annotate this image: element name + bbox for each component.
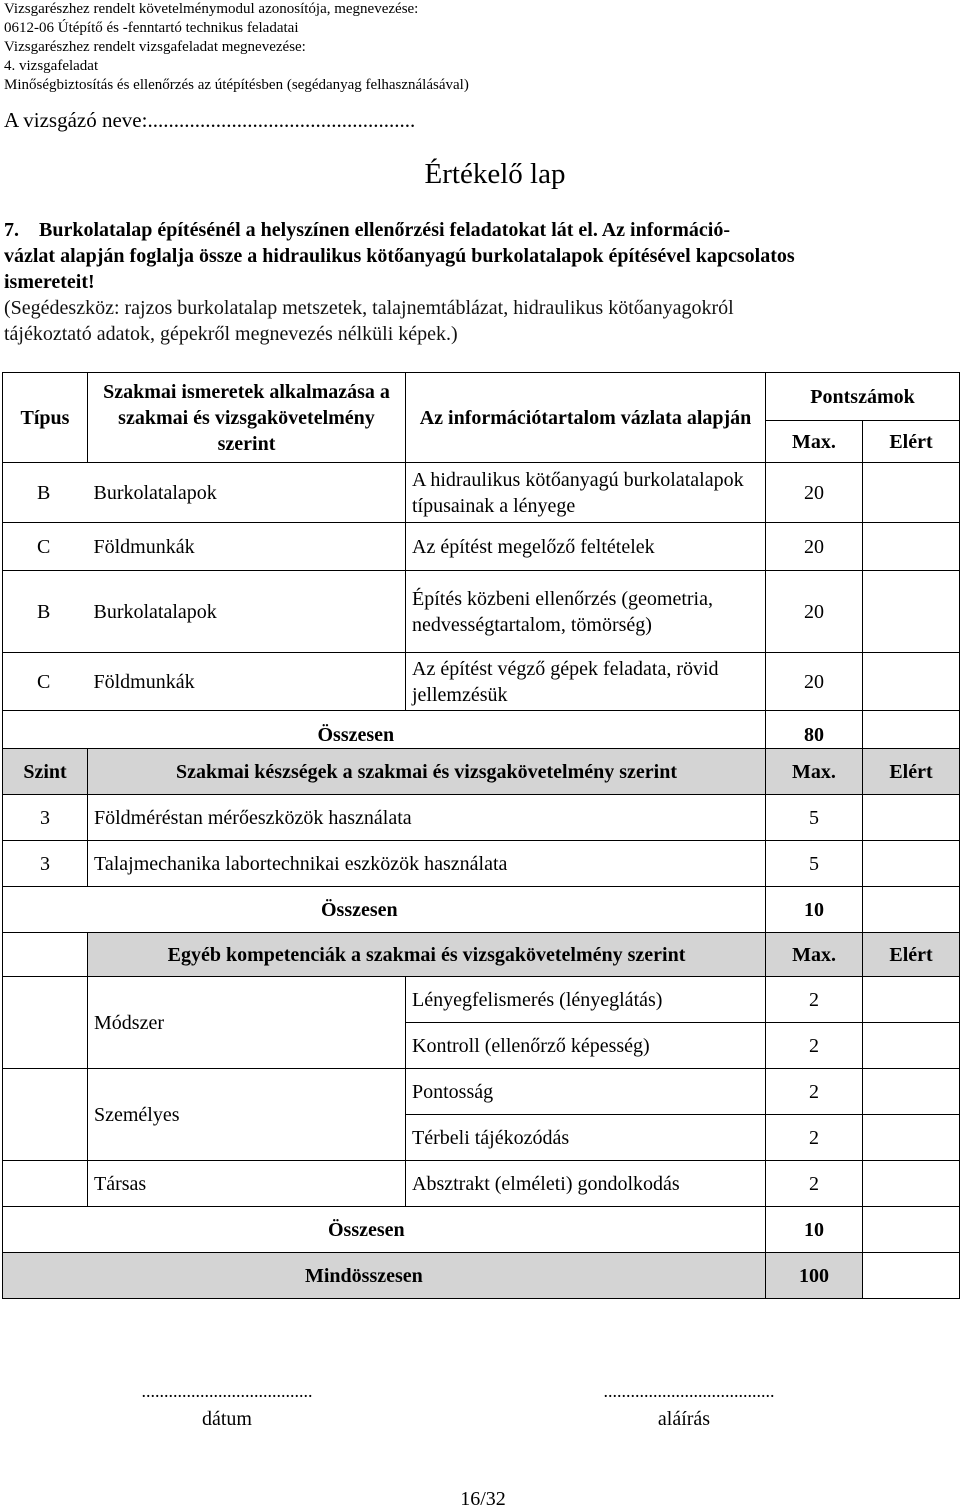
header-info: Az információtartalom vázlata alapján bbox=[406, 373, 766, 463]
task-line-1 bbox=[4, 217, 952, 243]
row-topic: Földmunkák bbox=[88, 523, 406, 571]
task-line-3: ismereteit! bbox=[4, 271, 95, 293]
row-content: Építés közbeni ellenőrzés (geometria, nedvességtartalom, tömörség) bbox=[406, 571, 766, 653]
row-item: Lényegfelismerés (lényeglátás) bbox=[406, 977, 766, 1023]
row-item: Pontosság bbox=[406, 1069, 766, 1115]
header-max: Max. bbox=[766, 421, 863, 463]
table-row bbox=[3, 1069, 960, 1115]
knowledge-table bbox=[2, 372, 960, 759]
signature-block bbox=[552, 1381, 826, 1431]
date-label: dátum bbox=[202, 1408, 252, 1430]
row-item: Kontroll (ellenőrző képesség) bbox=[406, 1023, 766, 1069]
row-achieved[interactable] bbox=[863, 841, 960, 887]
page-title: Értékelő lap bbox=[424, 158, 566, 190]
total-max: 10 bbox=[766, 887, 863, 933]
aid-line-1: (Segédeszköz: rajzos burkolatalap metszetek, talajnemtáblázat, hidraulikus kötőanyagokról bbox=[4, 297, 734, 319]
header-task-name: Minőségbiztosítás és ellenőrzés az útépítésben (segédanyag felhasználásával) bbox=[4, 77, 469, 93]
date-block bbox=[90, 1381, 364, 1431]
row-achieved[interactable] bbox=[863, 571, 960, 653]
total-achieved[interactable] bbox=[863, 1207, 960, 1253]
header-achieved: Elért bbox=[863, 749, 960, 795]
header-task-label: Vizsgarészhez rendelt vizsgafeladat megnevezése: bbox=[4, 39, 306, 55]
header-max: Max. bbox=[766, 933, 863, 977]
header-module-label: Vizsgarészhez rendelt követelménymodul azonosítója, megnevezése: bbox=[4, 1, 419, 17]
row-skill: Földméréstan mérőeszközök használata bbox=[88, 795, 766, 841]
group-method: Módszer bbox=[88, 977, 406, 1069]
row-content: A hidraulikus kötőanyagú burkolatalapok típusainak a lényege bbox=[406, 463, 766, 523]
total-label: Összesen bbox=[3, 887, 766, 933]
row-type: C bbox=[3, 653, 88, 711]
header-level: Szint bbox=[3, 749, 88, 795]
page-number: 16/32 bbox=[460, 1488, 506, 1510]
row-achieved[interactable] bbox=[863, 1023, 960, 1069]
grand-total-row bbox=[3, 1253, 960, 1299]
grand-total-max: 100 bbox=[766, 1253, 863, 1299]
aid-line-2: tájékoztató adatok, gépekről megnevezés nélküli képek.) bbox=[4, 323, 458, 345]
competence-table bbox=[2, 932, 960, 1299]
table-row bbox=[3, 653, 960, 711]
row-achieved[interactable] bbox=[863, 653, 960, 711]
row-topic: Burkolatalapok bbox=[88, 571, 406, 653]
table-row bbox=[3, 841, 960, 887]
row-item: Térbeli tájékozódás bbox=[406, 1115, 766, 1161]
row-max: 2 bbox=[766, 1023, 863, 1069]
row-achieved[interactable] bbox=[863, 1161, 960, 1207]
row-max: 20 bbox=[766, 463, 863, 523]
task-text-1: Burkolatalap építésénél a helyszínen ellenőrzési feladatokat lát el. Az információ- bbox=[39, 219, 731, 241]
row-achieved[interactable] bbox=[863, 1069, 960, 1115]
row-max: 5 bbox=[766, 795, 863, 841]
table-row bbox=[3, 1161, 960, 1207]
task-number: 7. bbox=[4, 219, 19, 241]
row-achieved[interactable] bbox=[863, 977, 960, 1023]
header-task-number: 4. vizsgafeladat bbox=[4, 58, 99, 74]
task-description bbox=[4, 217, 952, 347]
row-level: 3 bbox=[3, 841, 88, 887]
row-level: 3 bbox=[3, 795, 88, 841]
signature-dots: ...................................... bbox=[603, 1381, 775, 1401]
row-type: B bbox=[3, 463, 88, 523]
grand-total-label: Mindösszesen bbox=[3, 1253, 766, 1299]
row-max: 2 bbox=[766, 977, 863, 1023]
total-row bbox=[3, 1207, 960, 1253]
table-row bbox=[3, 795, 960, 841]
candidate-name-line: A vizsgázó neve:................................................... bbox=[4, 108, 416, 132]
header-points: Pontszámok bbox=[766, 373, 960, 421]
header-module-name: 0612-06 Útépítő és -fenntartó technikus feladatai bbox=[4, 20, 299, 36]
group-social: Társas bbox=[88, 1161, 406, 1207]
signature-label: aláírás bbox=[657, 1408, 711, 1430]
header-achieved: Elért bbox=[863, 421, 960, 463]
row-achieved[interactable] bbox=[863, 463, 960, 523]
grand-total-achieved[interactable] bbox=[863, 1253, 960, 1299]
header-knowledge: Szakmai ismeretek alkalmazása a szakmai és vizsgakövetelmény szerint bbox=[88, 373, 406, 463]
row-type: C bbox=[3, 523, 88, 571]
row-max: 5 bbox=[766, 841, 863, 887]
row-achieved[interactable] bbox=[863, 1115, 960, 1161]
header-skills: Szakmai készségek a szakmai és vizsgakövetelmény szerint bbox=[88, 749, 766, 795]
row-max: 2 bbox=[766, 1069, 863, 1115]
header-achieved: Elért bbox=[863, 933, 960, 977]
row-max: 20 bbox=[766, 523, 863, 571]
date-dots: ...................................... bbox=[141, 1381, 313, 1401]
row-content: Az építést végző gépek feladata, rövid jellemzésük bbox=[406, 653, 766, 711]
row-skill: Talajmechanika labortechnikai eszközök használata bbox=[88, 841, 766, 887]
row-achieved[interactable] bbox=[863, 523, 960, 571]
header-competence: Egyéb kompetenciák a szakmai és vizsgakövetelmény szerint bbox=[88, 933, 766, 977]
row-topic: Földmunkák bbox=[88, 653, 406, 711]
total-max: 80 bbox=[766, 711, 863, 759]
row-content: Az építést megelőző feltételek bbox=[406, 523, 766, 571]
table-row bbox=[3, 463, 960, 523]
row-item: Absztrakt (elméleti) gondolkodás bbox=[406, 1161, 766, 1207]
row-achieved[interactable] bbox=[863, 795, 960, 841]
row-type: B bbox=[3, 571, 88, 653]
table-row bbox=[3, 523, 960, 571]
header-max: Max. bbox=[766, 749, 863, 795]
row-max: 20 bbox=[766, 571, 863, 653]
row-topic: Burkolatalapok bbox=[88, 463, 406, 523]
row-max: 2 bbox=[766, 1115, 863, 1161]
row-max: 20 bbox=[766, 653, 863, 711]
total-achieved[interactable] bbox=[863, 887, 960, 933]
table-row bbox=[3, 571, 960, 653]
total-row bbox=[3, 887, 960, 933]
table-row bbox=[3, 977, 960, 1023]
group-personal: Személyes bbox=[88, 1069, 406, 1161]
total-label: Összesen bbox=[406, 711, 766, 759]
header-type: Típus bbox=[3, 373, 88, 463]
document-header bbox=[4, 0, 469, 95]
row-max: 2 bbox=[766, 1161, 863, 1207]
total-max: 10 bbox=[766, 1207, 863, 1253]
skills-table bbox=[2, 748, 960, 933]
task-line-2: vázlat alapján foglalja össze a hidraulikus kötőanyagú burkolatalapok építésével kapcsolatos bbox=[4, 245, 795, 267]
total-label: Összesen bbox=[3, 1207, 766, 1253]
